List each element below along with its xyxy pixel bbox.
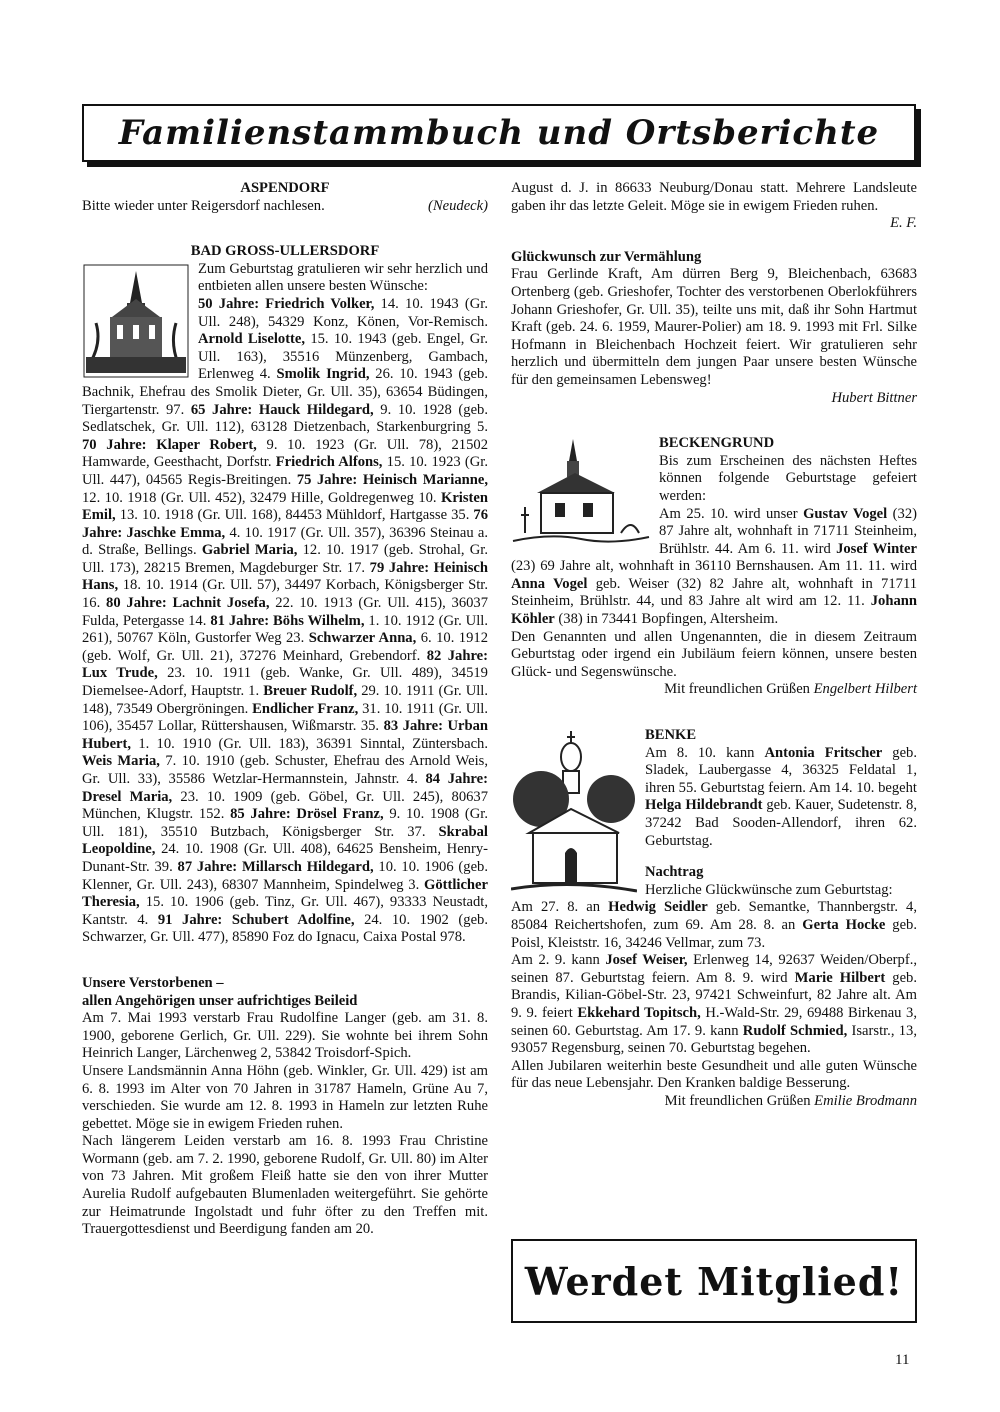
wedding-signature: Hubert Bittner — [831, 389, 917, 406]
benke-closing: Allen Jubilaren weiterhin beste Gesundheit und alle guten Wünsche für das neue Lebensjahr. Den Kranken baldige Besserung. — [511, 1057, 917, 1092]
obituary-heading-2: allen Angehörigen unser aufrichtiges Beileid — [82, 992, 358, 1009]
page-title: Familienstammbuch und Ortsberichte — [118, 113, 880, 153]
page-header-banner — [82, 104, 916, 162]
beckengrund-intro: Bis zum Erscheinen des nächsten Heftes können folgende Geburtstage gefeiert werden: — [659, 452, 917, 504]
right-column — [511, 180, 917, 1111]
aspendorf-source: (Neudeck) — [428, 197, 488, 214]
chapel-illustration-icon — [511, 437, 651, 557]
birthday-list-bad-gross — [82, 261, 488, 947]
beckengrund-entries: Am 25. 10. wird unser Gustav Vogel (32) 87 Jahre alt, wohnhaft in 71711 Steinheim, Brühlstr. 44. Am 6. 11. wird Josef Winter (23) 69 Jahre alt, wohnhaft in 36110 Bernshausen. Am 11. 11. wird Anna Vogel geb. Weiser (32) 82 Jahre alt, wohnhaft in 71711 Steinheim, Brühlstr. 44, und 83 Jahre alt wird am 12. 11. Johann Köhler (38) in 73441 Bopfingen, Altersheim. — [511, 505, 918, 628]
benke-signature: Mit freundlichen Grüßen Emilie Brodmann — [664, 1092, 917, 1109]
church-illustration-icon — [82, 263, 190, 379]
benke-section — [511, 727, 917, 1110]
left-column — [82, 180, 488, 1239]
benke-entries: Am 8. 10. kann Antonia Fritscher geb. Sladek, Laubergasse 4, 36325 Feldatal 1, ihren 55. Geburtstag feiern. Am 14. 10. begeht Helga Hildebrandt geb. Kauer, Sudetenstr. 8, 37242 Bad Sooden-Allendorf, ihren 62. Geburtstag. — [645, 744, 918, 849]
nachtrag-heading: Nachtrag — [645, 864, 704, 881]
beckengrund-closing: Den Genannten und allen Ungenannten, die in diesem Zeitraum Geburtstag oder irgend ein Jubiläum feiern können, unsere besten Glück- und Segenswünsche. — [511, 628, 917, 680]
aspendorf-row — [82, 198, 488, 216]
page-number: 11 — [895, 1352, 910, 1368]
wedding-text: Frau Gerlinde Kraft, Am dürren Berg 9, Bleichenbach, 63683 Ortenberg (geb. Grieshofer, Tochter des verstorbenen Oberlokführers Johann Grieshofer, Gr. Ull. 35), teilte uns mit, daß ihr Sohn Hartmut Kraft (geb. 24. 6. 1959, Maurer-Polier) am 18. 9. 1993 mit Frl. Silke Hofmann in Bleichenbach Hochzeit feiert. Wir gratulieren sehr herzlich und übermitteln dem jungen Paar unsere besten Wünsche für den gemeinsamen Lebensweg! — [511, 266, 917, 388]
beckengrund-signature: Mit freundlichen Grüßen Engelbert Hilbert — [664, 681, 917, 698]
nachtrag-entry-2: Am 2. 9. kann Josef Weiser, Erlenweg 14, 92637 Weiden/Oberpf., seinen 87. Geburtstag feiern. Am 8. 9. wird Marie Hilbert geb. Brandis, Kilian-Göbel-Str. 23, 97421 Schweinfurt, 82 Jahre alt. Am 9. 9. feiert Ekkehard Topitsch, H.-Wald-Str. 29, 69488 Birkenau 3, seinen 60. Geburtstag. Am 17. 9. kann Rudolf Schmied, Isarstr., 13, 93057 Regensburg, seinen 70. Geburtstag begehen. — [511, 952, 917, 1057]
obituary-heading-1: Unsere Verstorbenen – — [82, 974, 224, 991]
member-callout-box — [511, 1239, 917, 1323]
section-heading-bad-gross-ullersdorf: BAD GROSS-ULLERSDORF — [190, 243, 380, 260]
obituary-paragraph-3: Nach längerem Leiden verstarb am 16. 8. 1993 Frau Christine Wormann (geb. am 7. 2. 1990, geborene Rudolf, Gr. Ull. 80) im Alter von 73 Jahren. Mit großem Fleiß hatte sie den von ihrer Mutter Aurelia Rudolf aufgebauten Blumenladen weitergeführt. Sie gehörte zur Heimatrunde Ingolstadt und fuhr öfter zu den Treffen mit. Trauergottesdienst und Beerdigung fanden am 20. — [82, 1133, 488, 1238]
member-callout-text: Werdet Mitglied! — [524, 1258, 904, 1304]
continuation-text: August d. J. in 86633 Neuburg/Donau statt. Mehrere Landsleute gaben ihr das letzte Geleit. Möge sie in ewigem Frieden ruhen. — [511, 180, 917, 214]
nachtrag-intro: Herzliche Glückwünsche zum Geburtstag: — [645, 881, 893, 898]
aspendorf-text: Bitte wieder unter Reigersdorf nachlesen. — [82, 197, 325, 214]
chapel-tree-illustration-icon — [511, 729, 637, 899]
birthday-entries: 50 Jahre: Friedrich Volker, 14. 10. 1943 (Gr. Ull. 248), 54329 Konz, Könen, Vor-Remisch. Arnold Liselotte, 15. 10. 1943 (geb. Engel, Gr. Ull. 163), 35516 Münzenberg, Gambach, Erlenweg 4. Smolik Ingrid, 26. 10. 1943 (geb. Bachnik, Ehefrau des Smolik Dieter, Gr. Ull. 35), 63654 Büdingen, Tiergartenstr. 97. 65 Jahre: Hauck Hildegard, 9. 10. 1928 (geb. Sedlatschek, Gr. Ull. 112), 63128 Dietzenbach, Starkenburgring 5. 70 Jahre: Klaper Robert, 9. 10. 1923 (Gr. Ull. 78), 21502 Hamwarde, Geesthacht, Dorfstr. Friedrich Alfons, 15. 10. 1923 (Gr. Ull. 447), 04565 Regis-Breitingen. 75 Jahre: Heinisch Marianne, 12. 10. 1918 (Gr. Ull. 452), 32479 Hille, Goldregenweg 10. Kristen Emil, 13. 10. 1918 (Gr. Ull. 168), 84453 Mühldorf, Hartgasse 35. 76 Jahre: Jaschke Emma, 4. 10. 1917 (Gr. Ull. 357), 36396 Steinau a. d. Straße, Bellings. Gabriel Maria, 12. 10. 1917 (geb. Strohal, Gr. Ull. 173), 28215 Bremen, Magdeburger Str. 17. 79 Jahre: Heinisch Hans, 18. 10. 1914 (Gr. Ull. 57), 34497 Korbach, Königsberger Str. 16. 80 Jahre: Lachnit Josefa, 22. 10. 1913 (Gr. Ull. 415), 36037 Fulda, Petergasse 14. 81 Jahre: Böhs Wilhelm, 1. 10. 1912 (Gr. Ull. 261), 50767 Köln, Gustorfer Weg 23. Schwarzer Anna, 6. 10. 1912 (geb. Wolf, Gr. Ull. 21), 37276 Meinhard, Grebendorf. 82 Jahre: Lux Trude, 23. 10. 1911 (geb. Wanke, Gr. Ull. 489), 34519 Diemelsee-Adorf, Hauptstr. 1. Breuer Rudolf, 29. 10. 1911 (Gr. Ull. 148), 73549 Obergröningen. Endlicher Franz, 31. 10. 1911 (Gr. Ull. 106), 35457 Lollar, Rüttershausen, Wißmarstr. 35. 83 Jahre: Urban Hubert, 1. 10. 1910 (Gr. Ull. 183), 36391 Sinntal, Züntersbach. Weis Maria, 7. 10. 1910 (geb. Schuster, Ehefrau des Arnold Weis, Gr. Ull. 33), 35586 Wetzlar-Hermannstein, Jahnstr. 4. 84 Jahre: Dresel Maria, 23. 10. 1909 (geb. Göbel, Gr. Ull. 245), 80637 München, Klugstr. 152. 85 Jahre: Drösel Franz, 9. 10. 1908 (Gr. Ull. 181), 35510 Butzbach, Königsberger Str. 37. Skrabal Leopoldine, 24. 10. 1908 (Gr. Ull. 408), 64625 Bensheim, Henry-Dunant-Str. 39. 87 Jahre: Millarsch Hildegard, 10. 10. 1906 (geb. Klenner, Gr. Ull. 243), 68307 Mannheim, Spindelweg 3. Göttlicher Theresia, 15. 10. 1906 (geb. Tinz, Gr. Ull. 467), 93333 Neustadt, Kantstr. 4. 91 Jahre: Schubert Adolfine, 24. 10. 1902 (geb. Schwarzer, Gr. Ull. 477), 85890 Foz do Ignacu, Caixa Postal 978. — [82, 295, 489, 946]
beckengrund-section — [511, 435, 917, 699]
obituary-paragraph-2: Unsere Landsmännin Anna Höhn (geb. Winkler, Gr. Ull. 429) ist am 6. 8. 1993 im Alter von 70 Jahren in 31787 Hameln, Grüne Au 7, verschieden. Sie wurde am 12. 8. 1993 in Hameln zur letzten Ruhe gebettet. Möge sie in ewigem Frieden ruhen. — [82, 1062, 488, 1132]
bad-gross-intro: Zum Geburtstag gratulieren wir sehr herzlich und entbieten allen unsere besten Wünsche: — [198, 260, 488, 295]
wedding-heading: Glückwunsch zur Vermählung — [511, 248, 702, 265]
section-heading-beckengrund: BECKENGRUND — [659, 435, 775, 452]
section-heading-benke: BENKE — [645, 727, 697, 744]
nachtrag-entry-1: Am 27. 8. an Hedwig Seidler geb. Semantke, Thannbergstr. 4, 85084 Reichertshofen, zum 69. Am 28. 8. an Gerta Hocke geb. Poisl, Kleiststr. 16, 34246 Vellmar, zum 73. — [511, 899, 917, 951]
obituary-paragraph-1: Am 7. Mai 1993 verstarb Frau Rudolfine Langer (geb. am 31. 8. 1900, geborene Gerlich, Gr. Ull. 229). Sie wohnte bei ihrem Sohn Heinrich Langer, Lärchenweg 2, 53842 Troisdorf-Spich. — [82, 1010, 488, 1062]
section-heading-aspendorf: ASPENDORF — [240, 180, 330, 196]
continuation-signature: E. F. — [890, 215, 917, 232]
